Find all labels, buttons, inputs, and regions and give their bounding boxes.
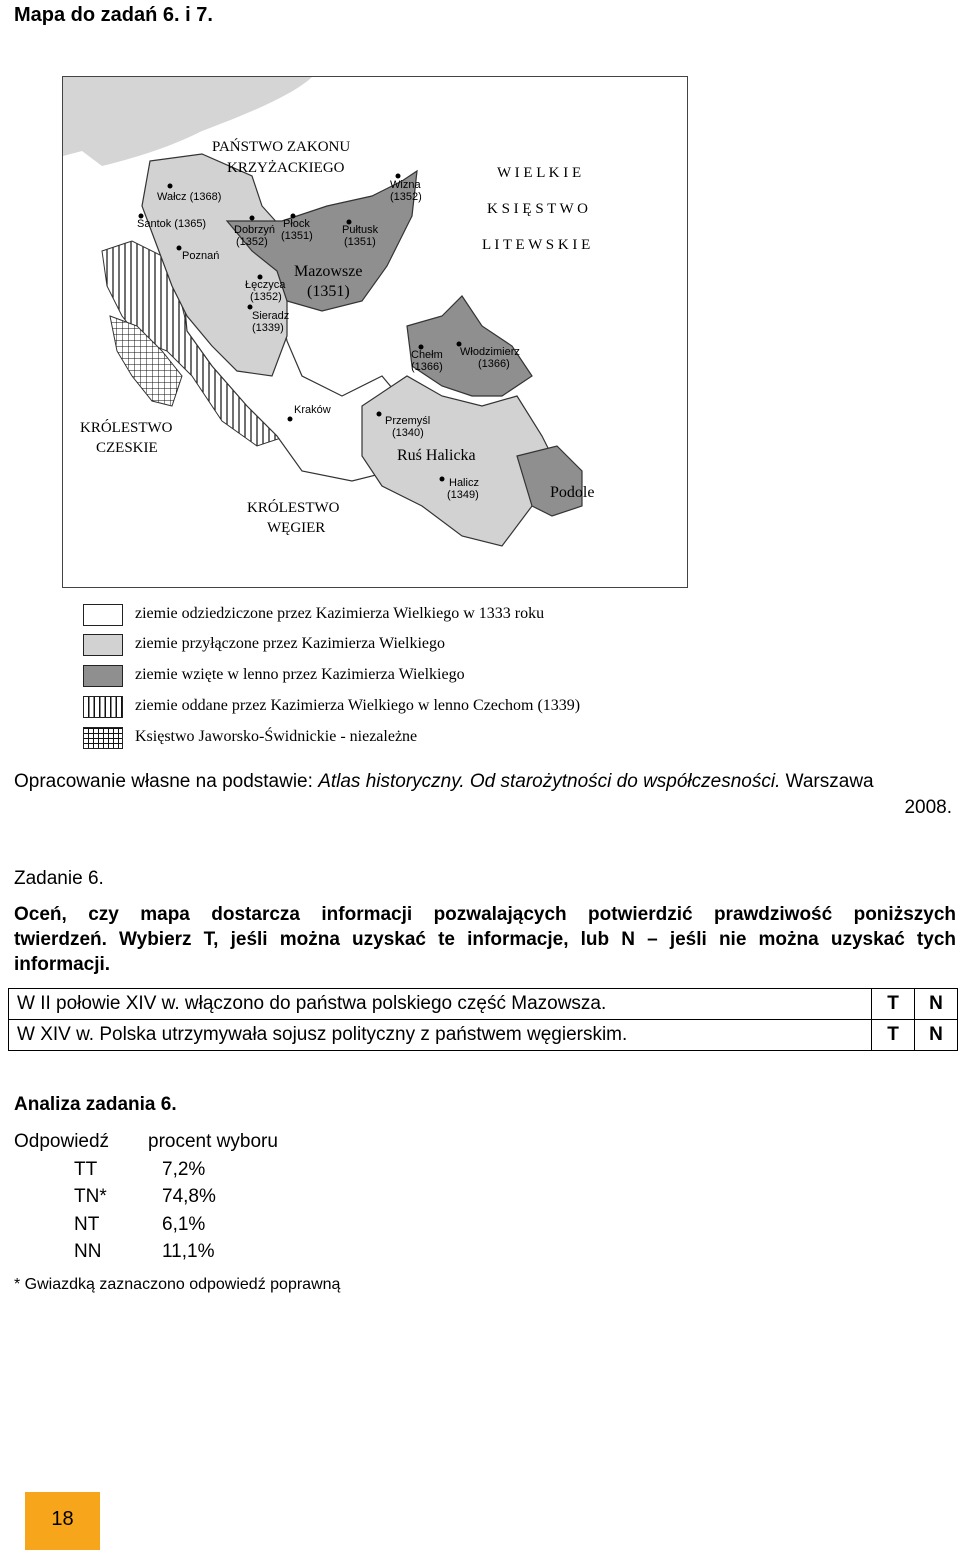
label-wlodzimierz-2: (1366) [478, 358, 510, 370]
label-mazowsze-2: (1351) [307, 283, 350, 300]
analysis-answer: TN* [74, 1186, 107, 1207]
analysis-percent: 11,1% [162, 1241, 215, 1262]
label-przemysl-2: (1340) [392, 427, 424, 439]
label-walcz: Wałcz (1368) [157, 191, 222, 203]
historical-map [62, 76, 688, 588]
label-podole: Podole [550, 484, 595, 501]
true-false-table [8, 988, 958, 1051]
label-wegry-1: KRÓLESTWO [247, 500, 340, 516]
label-wizna-2: (1352) [390, 191, 422, 203]
label-czechy-2: CZESKIE [96, 440, 158, 456]
legend-swatch [83, 727, 123, 749]
page-number-box [25, 1492, 100, 1550]
analysis-footnote: * Gwiazdką zaznaczono odpowiedź poprawną [14, 1276, 341, 1293]
analysis-percent: 7,2% [162, 1159, 206, 1180]
label-chelm-2: (1366) [411, 361, 443, 373]
option-n[interactable]: N [915, 989, 958, 1020]
label-wizna-1: Wizna [390, 179, 421, 191]
label-litwa-3: L I T E W S K I E [482, 237, 591, 253]
label-leczyca-1: Łęczyca [245, 279, 286, 291]
legend-swatch [83, 696, 123, 718]
analysis-answer: NN [74, 1241, 102, 1262]
label-halicz-2: (1349) [447, 489, 479, 501]
label-plock-2: (1351) [281, 230, 313, 242]
analysis-title: Analiza zadania 6. [14, 1094, 177, 1115]
label-plock-1: Płock [283, 218, 310, 230]
label-wlodzimierz-1: Włodzimierz [460, 346, 520, 358]
analysis-percent: 74,8% [162, 1186, 216, 1207]
option-t[interactable]: T [872, 989, 915, 1020]
label-przemysl-1: Przemyśl [385, 415, 431, 427]
task-instruction-line-1: Oceń, czy mapa dostarcza informacji pozwalających potwierdzić prawdziwość poniższych [14, 904, 956, 925]
label-leczyca-2: (1352) [250, 291, 282, 303]
table-row [9, 989, 958, 1020]
label-czechy-1: KRÓLESTWO [80, 420, 173, 436]
table-row [9, 1020, 958, 1051]
label-zakon-1: PAŃSTWO ZAKONU [212, 139, 351, 155]
source-year: 2008. [904, 797, 952, 818]
label-litwa-2: K S I Ę S T W O [487, 201, 588, 217]
analysis-col-percent: procent wyboru [148, 1131, 278, 1152]
legend-swatch [83, 604, 123, 626]
task-instruction-line-3: informacji. [14, 954, 111, 975]
label-dobrzyn-1: Dobrzyń [234, 224, 275, 236]
task-instruction-line-2: twierdzeń. Wybierz T, jeśli można uzyskać te informacje, lub N – jeśli nie można uzyskać tych [14, 929, 956, 950]
label-sieradz-2: (1339) [252, 322, 284, 334]
page-number: 18 [51, 1508, 74, 1530]
label-sieradz-1: Sieradz [252, 310, 290, 322]
task-title: Zadanie 6. [14, 868, 104, 889]
label-litwa-1: W I E L K I E [497, 165, 582, 181]
analysis-answer: TT [74, 1159, 98, 1180]
label-pultusk-1: Pułtusk [342, 224, 379, 236]
label-zakon-2: KRZYŻACKIEGO [227, 160, 345, 176]
option-n[interactable]: N [915, 1020, 958, 1051]
source-citation: Opracowanie własne na podstawie: Atlas historyczny. Od starożytności do współczesności. Warszawa [14, 771, 874, 792]
analysis-percent: 6,1% [162, 1214, 206, 1235]
legend-swatch [83, 634, 123, 656]
legend-swatch [83, 665, 123, 687]
analysis-col-answer: Odpowiedź [14, 1131, 110, 1152]
label-chelm-1: Chełm [411, 349, 443, 361]
label-pultusk-2: (1351) [344, 236, 376, 248]
statement-text: W II połowie XIV w. włączono do państwa polskiego część Mazowsza. [9, 989, 872, 1020]
label-poznan: Poznań [182, 250, 220, 262]
analysis-answer: NT [74, 1214, 100, 1235]
label-krakow: Kraków [294, 404, 331, 416]
page-title: Mapa do zadań 6. i 7. [14, 4, 213, 26]
statement-text: W XIV w. Polska utrzymywała sojusz polityczny z państwem węgierskim. [9, 1020, 872, 1051]
label-santok: Santok (1365) [137, 218, 207, 230]
label-halicz-1: Halicz [449, 477, 479, 489]
option-t[interactable]: T [872, 1020, 915, 1051]
label-mazowsze-1: Mazowsze [294, 263, 363, 280]
label-rus: Ruś Halicka [397, 447, 476, 464]
label-wegry-2: WĘGIER [267, 520, 326, 536]
label-dobrzyn-2: (1352) [236, 236, 268, 248]
